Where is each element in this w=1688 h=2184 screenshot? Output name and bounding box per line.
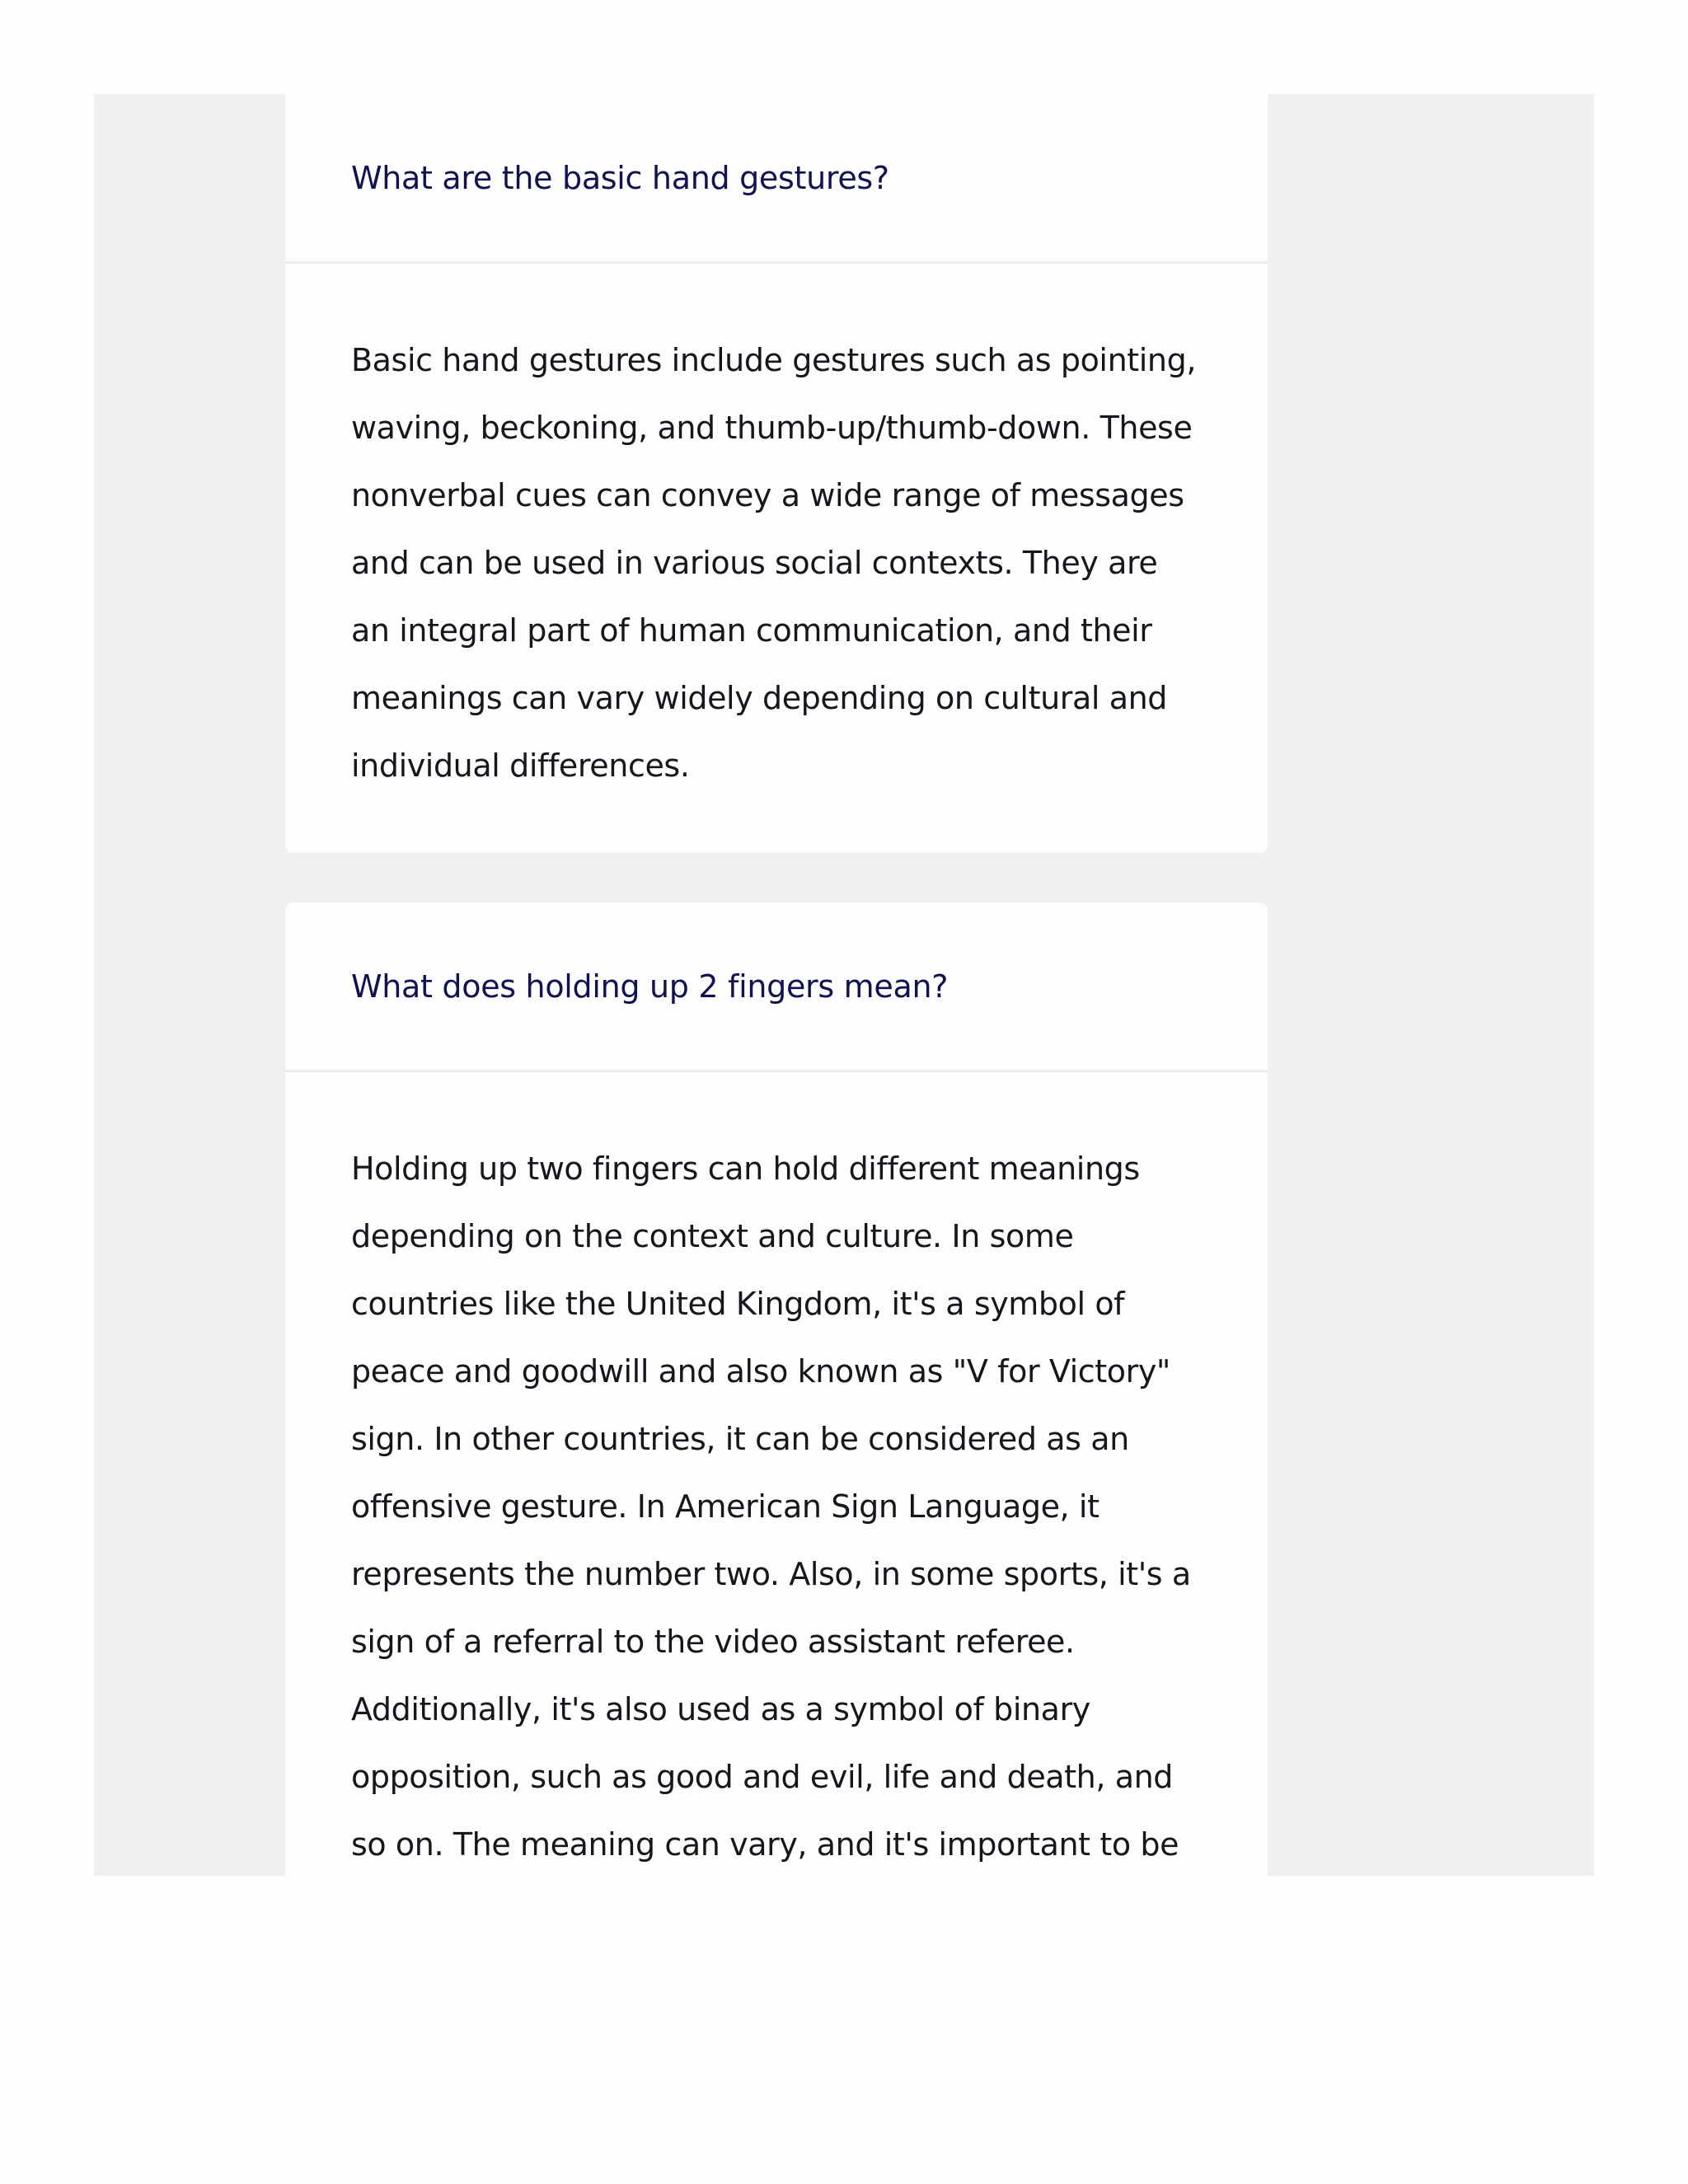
faq-answer	[285, 264, 1268, 799]
faq-answer-text: Basic hand gestures include gestures such as pointing, waving, beckoning, and thumb-up/thumb-down. These nonverbal cues can convey a wide range of messages and can be used in various social contexts. They are an integral part of human communication, and their meanings can vary widely depending on cultural and individual differences.	[351, 342, 1196, 784]
faq-section	[94, 94, 1594, 1876]
faq-item	[285, 902, 1268, 1876]
faq-item	[285, 94, 1268, 853]
faq-question-text: What does holding up 2 fingers mean?	[351, 968, 949, 1005]
faq-question-text: What are the basic hand gestures?	[351, 159, 889, 196]
faq-answer-text: Holding up two fingers can hold different meanings depending on the context and culture. In some countries like the United Kingdom, it's a symbol of peace and goodwill and also known as "V for Victory" sign. In other countries, it can be considered as an offensive gesture. In American Sign Language, it represents the number two. Also, in some sports, it's a sign of a referral to the video assistant referee. Additionally, it's also used as a symbol of binary opposition, such as good and evil, life and death, and so on. The meaning can vary, and it's important to be	[351, 1151, 1191, 1863]
faq-question-header[interactable]	[285, 902, 1268, 1072]
faq-answer	[285, 1072, 1268, 1876]
faq-question-header[interactable]	[285, 94, 1268, 264]
